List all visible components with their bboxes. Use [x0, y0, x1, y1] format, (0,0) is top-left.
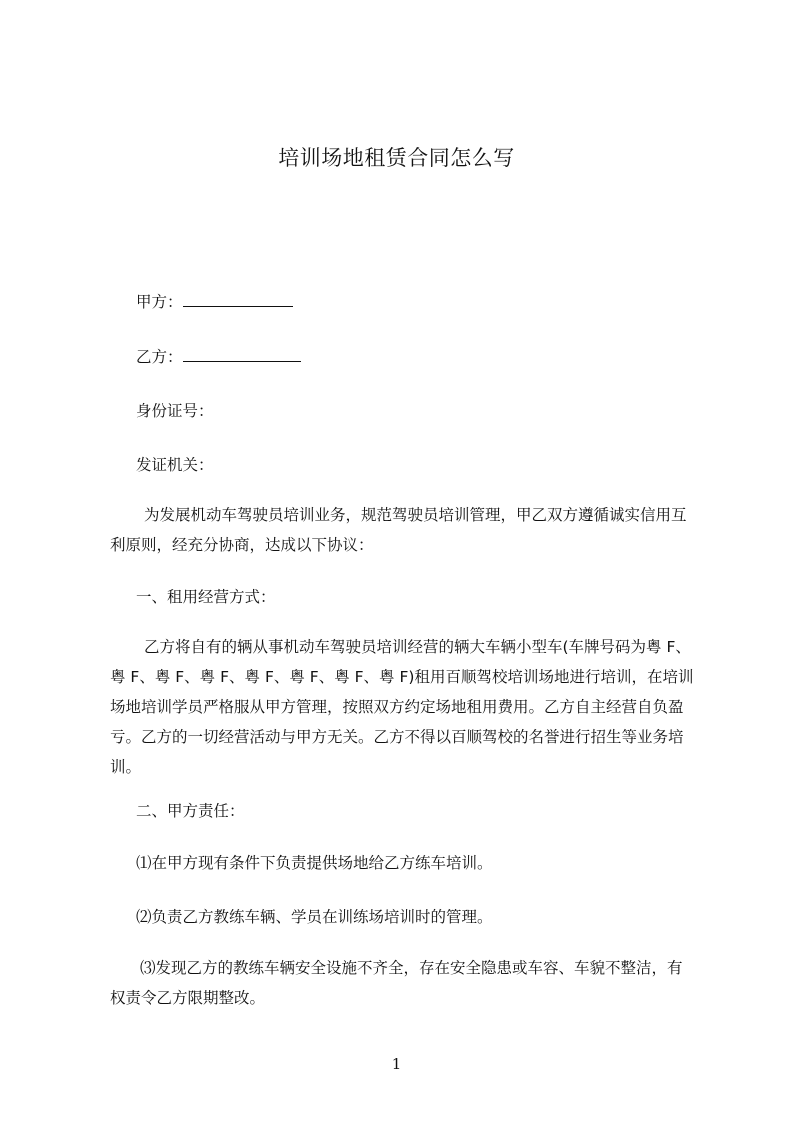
party-b-line [136, 345, 301, 367]
body-line: 场地培训学员严格服从甲方管理，按照双方约定场地租用费用。乙方自主经营自负盈 [110, 698, 684, 716]
id-number-label: 身份证号： [136, 402, 214, 420]
body-line: 训。 [110, 758, 142, 776]
body-line: 乙方将自有的辆从事机动车驾驶员培训经营的辆大车辆小型车(车牌号码为粤 F、 [144, 638, 691, 656]
party-b-label: 乙方： [136, 348, 183, 366]
party-a-blank [183, 290, 293, 307]
duty-item-3 [110, 953, 708, 1013]
item-line: 权责令乙方限期整改。 [110, 989, 266, 1007]
issuing-authority-label: 发证机关： [136, 456, 214, 474]
section-1-body [110, 632, 708, 782]
document-title: 培训场地租赁合同怎么写 [278, 146, 515, 170]
body-line: 亏。乙方的一切经营活动与甲方无关。乙方不得以百顺驾校的名誉进行招生等业务培 [110, 728, 684, 746]
section-2-heading: 二、甲方责任： [136, 802, 245, 820]
item-line: ⑶发现乙方的教练车辆安全设施不齐全，存在安全隐患或车容、车貌不整洁，有 [140, 959, 683, 977]
body-line: 粤 F、粤 F、粤 F、粤 F、粤 F、粤 F、粤 F)租用百顺驾校培训场地进行培训，在培训 [110, 668, 694, 686]
intro-line: 为发展机动车驾驶员培训业务，规范驾驶员培训管理，甲乙双方遵循诚实信用互 [144, 506, 687, 524]
page-number: 1 [391, 1055, 402, 1073]
intro-line: 利原则，经充分协商，达成以下协议： [110, 536, 374, 554]
party-a-line [136, 290, 293, 312]
duty-item-1: ⑴在甲方现有条件下负责提供场地给乙方练车培训。 [136, 854, 493, 872]
intro-paragraph [110, 500, 708, 560]
section-1-heading: 一、租用经营方式： [136, 588, 276, 606]
party-b-blank [183, 345, 301, 362]
party-a-label: 甲方： [136, 293, 183, 311]
duty-item-2: ⑵负责乙方教练车辆、学员在训练场培训时的管理。 [136, 908, 493, 926]
